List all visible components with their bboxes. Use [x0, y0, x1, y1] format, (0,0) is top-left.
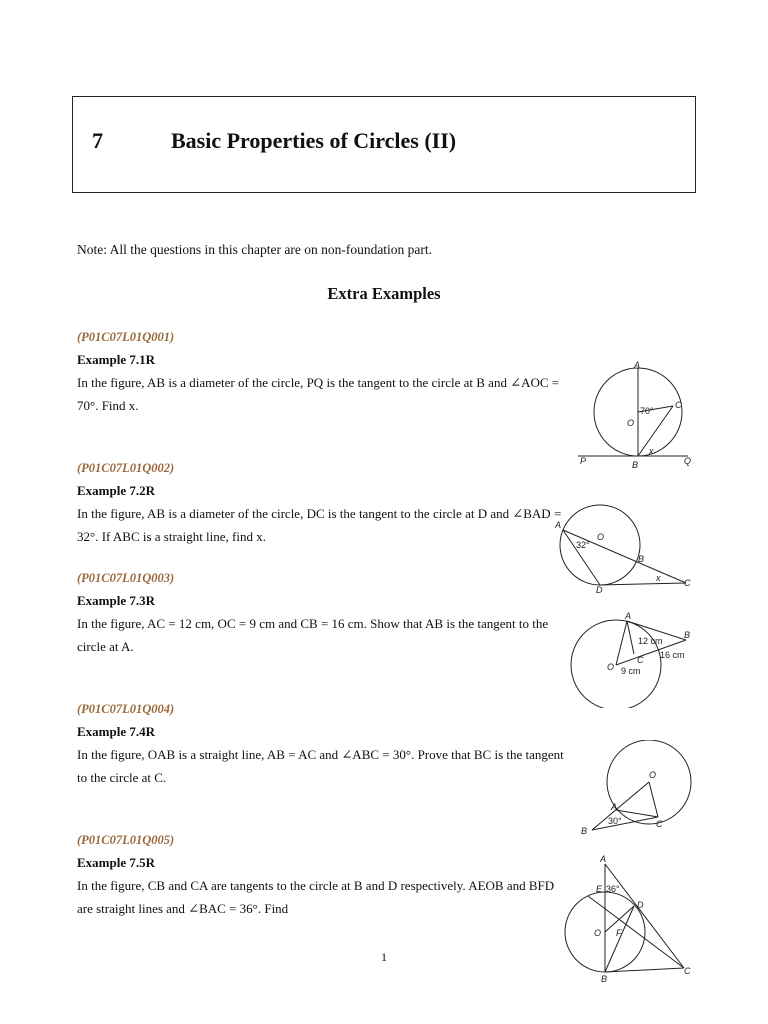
- question-code: (P01C07L01Q002): [77, 461, 175, 475]
- label-A: A: [600, 854, 607, 864]
- example-7-1: [77, 328, 567, 417]
- label-A: A: [634, 360, 641, 370]
- label-x: x: [656, 573, 661, 583]
- label-angle: 36°: [606, 884, 620, 894]
- example-7-5: [77, 831, 567, 920]
- label-ac: 12 cm: [638, 636, 663, 646]
- label-oc: 9 cm: [621, 666, 641, 676]
- label-C: C: [684, 966, 691, 976]
- figure-7-2: [552, 500, 702, 596]
- label-cb: 16 cm: [660, 650, 685, 660]
- label-P: P: [580, 456, 587, 466]
- label-C: C: [684, 578, 691, 588]
- label-x: x: [649, 446, 654, 456]
- figure-7-3: [566, 610, 696, 708]
- label-Q: Q: [684, 456, 692, 466]
- label-A: A: [555, 520, 562, 530]
- label-D: D: [596, 585, 603, 595]
- label-B: B: [581, 826, 588, 836]
- label-A: A: [611, 802, 618, 812]
- example-title: Example 7.3R: [77, 593, 155, 608]
- example-title: Example 7.1R: [77, 352, 155, 367]
- label-O: O: [627, 418, 635, 428]
- section-heading: Extra Examples: [327, 284, 441, 303]
- example-text: In the figure, AB is a diameter of the circle, DC is the tangent to the circle at D and ∠BAD = 32°. If ABC is a straight line, find x.: [77, 506, 562, 544]
- label-B: B: [638, 554, 645, 564]
- label-B: B: [632, 460, 639, 470]
- figure-7-1: [576, 360, 702, 472]
- example-title: Example 7.4R: [77, 724, 155, 739]
- label-B: B: [684, 630, 691, 640]
- label-O: O: [597, 532, 605, 542]
- example-7-2: [77, 459, 567, 548]
- example-title: Example 7.2R: [77, 483, 155, 498]
- label-angle: 30°: [608, 816, 622, 826]
- label-angle: 32°: [576, 540, 590, 550]
- question-code: (P01C07L01Q001): [77, 330, 175, 344]
- label-O: O: [607, 662, 615, 672]
- label-C: C: [675, 400, 682, 410]
- example-text: In the figure, OAB is a straight line, AB = AC and ∠ABC = 30°. Prove that BC is the tangent to the circle at C.: [77, 747, 564, 785]
- label-D: D: [637, 900, 644, 910]
- question-code: (P01C07L01Q005): [77, 833, 175, 847]
- label-O: O: [649, 770, 657, 780]
- label-E: E: [596, 884, 603, 894]
- example-text: In the figure, AB is a diameter of the circle, PQ is the tangent to the circle at B and ∠AOC = 70°. Find x.: [77, 375, 560, 413]
- page-number: 1: [381, 950, 387, 964]
- example-title: Example 7.5R: [77, 855, 155, 870]
- example-7-4: [77, 700, 567, 789]
- question-code: (P01C07L01Q003): [77, 571, 175, 585]
- figure-7-4: [576, 740, 696, 838]
- question-code: (P01C07L01Q004): [77, 702, 175, 716]
- example-7-3: [77, 569, 567, 658]
- chapter-number: 7: [92, 128, 103, 153]
- chapter-title: Basic Properties of Circles (II): [171, 128, 457, 153]
- label-A: A: [625, 611, 632, 621]
- chapter-note: Note: All the questions in this chapter are on non-foundation part.: [77, 242, 433, 257]
- label-C: C: [656, 819, 663, 829]
- example-text: In the figure, CB and CA are tangents to the circle at B and D respectively. AEOB and BFD are straight lines and ∠BAC = 36°. Find: [77, 878, 555, 916]
- label-O: O: [594, 928, 602, 938]
- label-B: B: [601, 974, 608, 984]
- example-text: In the figure, AC = 12 cm, OC = 9 cm and CB = 16 cm. Show that AB is the tangent to the circle at A.: [77, 616, 549, 654]
- label-C: C: [637, 655, 644, 665]
- label-angle: 70°: [640, 406, 654, 416]
- label-F: F: [616, 928, 622, 938]
